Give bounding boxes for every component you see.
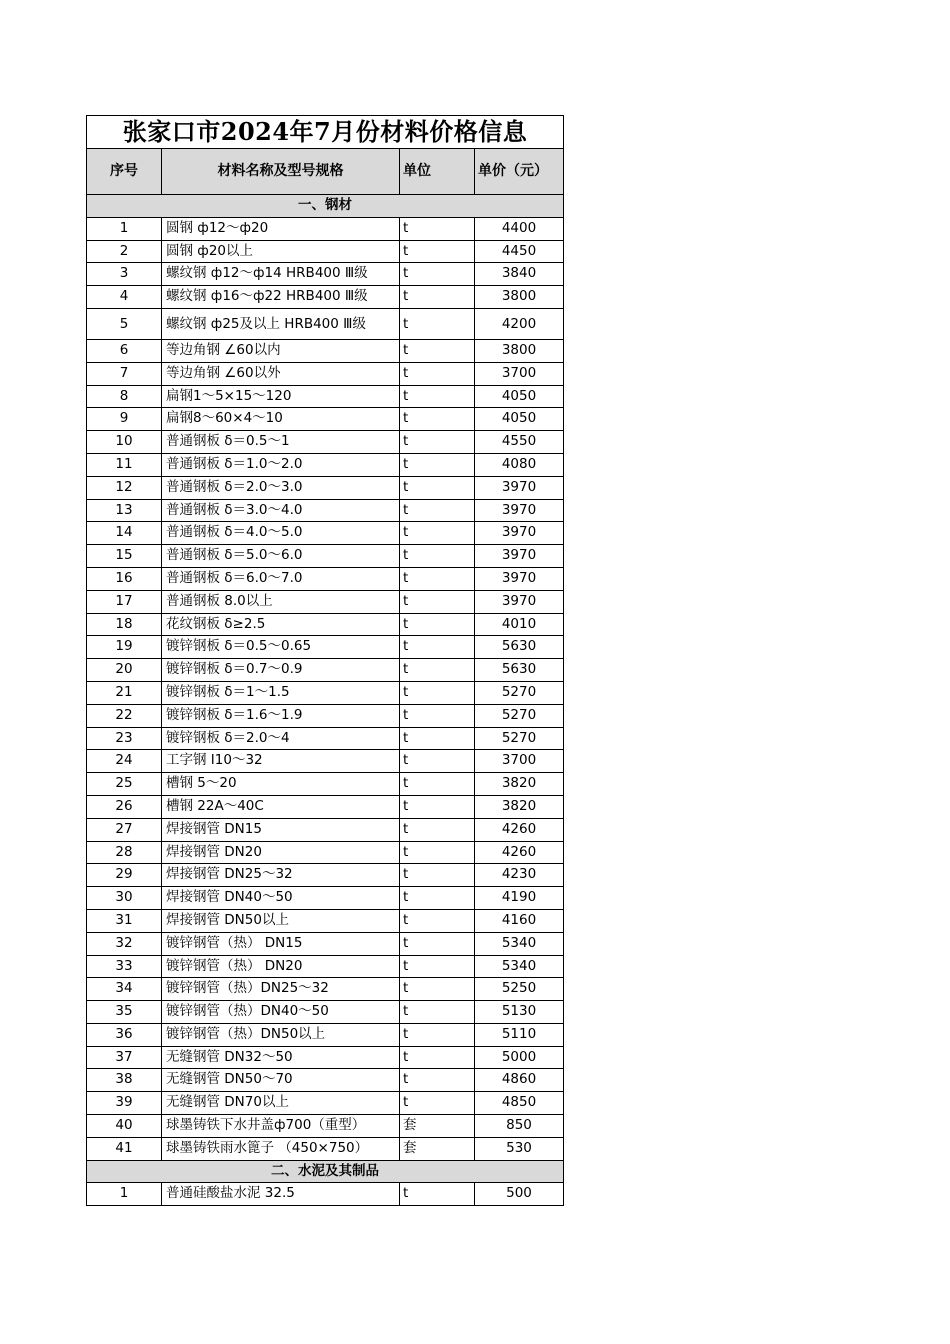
cell-unit: t [400, 1069, 475, 1092]
table-row [87, 431, 564, 454]
table-row [87, 659, 564, 682]
cell-price: 4850 [475, 1092, 564, 1115]
cell-price: 3970 [475, 590, 564, 613]
table-row [87, 1137, 564, 1160]
table-row [87, 545, 564, 568]
cell-no: 27 [87, 818, 162, 841]
cell-name: 普通钢板 δ＝3.0～4.0 [162, 499, 400, 522]
cell-name: 普通钢板 δ＝6.0～7.0 [162, 567, 400, 590]
cell-no: 23 [87, 727, 162, 750]
table-row [87, 978, 564, 1001]
cell-no: 30 [87, 887, 162, 910]
cell-no: 13 [87, 499, 162, 522]
page-title: 张家口市2024年7月份材料价格信息 [87, 116, 564, 149]
cell-price: 5340 [475, 932, 564, 955]
table-row [87, 362, 564, 385]
cell-price: 5630 [475, 659, 564, 682]
cell-no: 9 [87, 408, 162, 431]
cell-unit: t [400, 636, 475, 659]
cell-unit: t [400, 978, 475, 1001]
cell-price: 3840 [475, 263, 564, 286]
cell-price: 5270 [475, 704, 564, 727]
cell-unit: t [400, 864, 475, 887]
cell-no: 2 [87, 240, 162, 263]
table-row [87, 339, 564, 362]
cell-unit: t [400, 1001, 475, 1024]
cell-price: 3700 [475, 362, 564, 385]
cell-unit: t [400, 727, 475, 750]
cell-price: 4160 [475, 909, 564, 932]
cell-name: 焊接钢管 DN25～32 [162, 864, 400, 887]
cell-name: 扁钢8～60×4～10 [162, 408, 400, 431]
cell-no: 34 [87, 978, 162, 1001]
table-row [87, 1046, 564, 1069]
cell-price: 4010 [475, 613, 564, 636]
title-row [87, 116, 564, 149]
table-row [87, 1069, 564, 1092]
cell-unit: t [400, 499, 475, 522]
cell-no: 4 [87, 286, 162, 309]
cell-name: 普通钢板 δ＝0.5～1 [162, 431, 400, 454]
cell-name: 镀锌钢管（热） DN20 [162, 955, 400, 978]
cell-price: 4230 [475, 864, 564, 887]
cell-unit: t [400, 431, 475, 454]
cell-price: 4550 [475, 431, 564, 454]
cell-unit: t [400, 339, 475, 362]
cell-no: 3 [87, 263, 162, 286]
cell-no: 7 [87, 362, 162, 385]
cell-unit: t [400, 704, 475, 727]
table-row [87, 408, 564, 431]
cell-price: 5270 [475, 681, 564, 704]
cell-unit: t [400, 263, 475, 286]
cell-name: 扁钢1～5×15～120 [162, 385, 400, 408]
cell-no: 33 [87, 955, 162, 978]
cell-no: 20 [87, 659, 162, 682]
cell-name: 球墨铸铁下水井盖ф700（重型） [162, 1115, 400, 1138]
cell-price: 3820 [475, 795, 564, 818]
cell-unit: t [400, 932, 475, 955]
cell-no: 22 [87, 704, 162, 727]
cell-price: 4260 [475, 841, 564, 864]
cell-no: 14 [87, 522, 162, 545]
table-row [87, 590, 564, 613]
cell-price: 3700 [475, 750, 564, 773]
cell-name: 螺纹钢 ф12～ф14 HRB400 Ⅲ级 [162, 263, 400, 286]
table-row [87, 773, 564, 796]
cell-unit: t [400, 545, 475, 568]
cell-name: 普通钢板 δ＝2.0～3.0 [162, 476, 400, 499]
table-row [87, 476, 564, 499]
cell-no: 10 [87, 431, 162, 454]
cell-unit: t [400, 1092, 475, 1115]
cell-name: 镀锌钢板 δ＝0.5～0.65 [162, 636, 400, 659]
table-row [87, 681, 564, 704]
cell-no: 24 [87, 750, 162, 773]
cell-unit: t [400, 659, 475, 682]
cell-name: 镀锌钢管（热）DN40～50 [162, 1001, 400, 1024]
table-row [87, 263, 564, 286]
table-row [87, 1183, 564, 1206]
cell-name: 工字钢 Ⅰ10～32 [162, 750, 400, 773]
cell-name: 焊接钢管 DN50以上 [162, 909, 400, 932]
cell-no: 37 [87, 1046, 162, 1069]
cell-no: 1 [87, 217, 162, 240]
cell-no: 35 [87, 1001, 162, 1024]
cell-unit: t [400, 681, 475, 704]
section-row [87, 1160, 564, 1183]
cell-unit: 套 [400, 1137, 475, 1160]
cell-price: 3970 [475, 476, 564, 499]
table-row [87, 818, 564, 841]
table-row [87, 613, 564, 636]
cell-name: 普通硅酸盐水泥 32.5 [162, 1183, 400, 1206]
table-row [87, 286, 564, 309]
cell-unit: t [400, 1023, 475, 1046]
cell-unit: t [400, 217, 475, 240]
section-title: 一、钢材 [87, 195, 564, 218]
cell-unit: t [400, 453, 475, 476]
cell-no: 1 [87, 1183, 162, 1206]
cell-unit: t [400, 362, 475, 385]
cell-name: 镀锌钢管（热） DN15 [162, 932, 400, 955]
table-row [87, 727, 564, 750]
cell-unit: t [400, 385, 475, 408]
cell-unit: t [400, 818, 475, 841]
cell-price: 5250 [475, 978, 564, 1001]
cell-name: 圆钢 ф12～ф20 [162, 217, 400, 240]
cell-price: 3800 [475, 339, 564, 362]
cell-unit: t [400, 1046, 475, 1069]
cell-price: 4050 [475, 408, 564, 431]
cell-name: 圆钢 ф20以上 [162, 240, 400, 263]
cell-price: 3970 [475, 545, 564, 568]
table-row [87, 453, 564, 476]
price-table [86, 115, 564, 1206]
table-row [87, 1023, 564, 1046]
cell-price: 4260 [475, 818, 564, 841]
cell-price: 4190 [475, 887, 564, 910]
cell-unit: t [400, 841, 475, 864]
cell-price: 4080 [475, 453, 564, 476]
cell-no: 18 [87, 613, 162, 636]
cell-unit: t [400, 308, 475, 339]
table-row [87, 864, 564, 887]
cell-no: 12 [87, 476, 162, 499]
table-row [87, 240, 564, 263]
cell-price: 3970 [475, 567, 564, 590]
table-row [87, 887, 564, 910]
cell-unit: 套 [400, 1115, 475, 1138]
cell-name: 镀锌钢管（热）DN50以上 [162, 1023, 400, 1046]
header-name: 材料名称及型号规格 [162, 149, 400, 195]
table-row [87, 955, 564, 978]
table-row [87, 1092, 564, 1115]
cell-unit: t [400, 887, 475, 910]
cell-no: 36 [87, 1023, 162, 1046]
cell-name: 镀锌钢管（热）DN25～32 [162, 978, 400, 1001]
table-row [87, 841, 564, 864]
table-row [87, 308, 564, 339]
cell-no: 15 [87, 545, 162, 568]
cell-unit: t [400, 522, 475, 545]
cell-unit: t [400, 240, 475, 263]
cell-unit: t [400, 590, 475, 613]
cell-name: 螺纹钢 ф16～ф22 HRB400 Ⅲ级 [162, 286, 400, 309]
header-unit: 单位 [400, 149, 475, 195]
cell-name: 槽钢 5～20 [162, 773, 400, 796]
cell-unit: t [400, 567, 475, 590]
cell-price: 4200 [475, 308, 564, 339]
cell-price: 4450 [475, 240, 564, 263]
cell-name: 无缝钢管 DN32～50 [162, 1046, 400, 1069]
cell-price: 5110 [475, 1023, 564, 1046]
cell-name: 螺纹钢 ф25及以上 HRB400 Ⅲ级 [162, 308, 400, 339]
table-row [87, 909, 564, 932]
cell-no: 11 [87, 453, 162, 476]
cell-no: 29 [87, 864, 162, 887]
header-row [87, 149, 564, 195]
cell-name: 槽钢 22A～40C [162, 795, 400, 818]
cell-unit: t [400, 476, 475, 499]
cell-no: 31 [87, 909, 162, 932]
cell-price: 5270 [475, 727, 564, 750]
cell-name: 普通钢板 δ＝1.0～2.0 [162, 453, 400, 476]
cell-unit: t [400, 286, 475, 309]
cell-price: 5630 [475, 636, 564, 659]
header-price: 单价（元） [475, 149, 564, 195]
cell-price: 500 [475, 1183, 564, 1206]
cell-price: 3800 [475, 286, 564, 309]
cell-no: 8 [87, 385, 162, 408]
table-row [87, 522, 564, 545]
table-row [87, 567, 564, 590]
section-title: 二、水泥及其制品 [87, 1160, 564, 1183]
cell-name: 镀锌钢板 δ＝1～1.5 [162, 681, 400, 704]
cell-name: 普通钢板 δ＝4.0～5.0 [162, 522, 400, 545]
cell-no: 6 [87, 339, 162, 362]
cell-name: 等边角钢 ∠60以内 [162, 339, 400, 362]
cell-unit: t [400, 750, 475, 773]
table-body [87, 116, 564, 1206]
cell-price: 4860 [475, 1069, 564, 1092]
cell-name: 普通钢板 δ＝5.0～6.0 [162, 545, 400, 568]
header-no: 序号 [87, 149, 162, 195]
cell-price: 5000 [475, 1046, 564, 1069]
cell-no: 28 [87, 841, 162, 864]
table-row [87, 499, 564, 522]
cell-unit: t [400, 955, 475, 978]
cell-no: 39 [87, 1092, 162, 1115]
cell-name: 镀锌钢板 δ＝2.0～4 [162, 727, 400, 750]
cell-unit: t [400, 795, 475, 818]
cell-price: 4400 [475, 217, 564, 240]
table-row [87, 932, 564, 955]
cell-no: 16 [87, 567, 162, 590]
cell-price: 3970 [475, 499, 564, 522]
cell-price: 3970 [475, 522, 564, 545]
cell-price: 530 [475, 1137, 564, 1160]
table-row [87, 704, 564, 727]
cell-no: 21 [87, 681, 162, 704]
cell-unit: t [400, 909, 475, 932]
cell-name: 焊接钢管 DN20 [162, 841, 400, 864]
section-row [87, 195, 564, 218]
cell-no: 25 [87, 773, 162, 796]
cell-no: 19 [87, 636, 162, 659]
cell-name: 镀锌钢板 δ＝0.7～0.9 [162, 659, 400, 682]
cell-price: 3820 [475, 773, 564, 796]
cell-name: 焊接钢管 DN15 [162, 818, 400, 841]
table-row [87, 1001, 564, 1024]
table-row [87, 1115, 564, 1138]
cell-no: 40 [87, 1115, 162, 1138]
cell-no: 5 [87, 308, 162, 339]
table-row [87, 750, 564, 773]
table-row [87, 636, 564, 659]
cell-price: 5130 [475, 1001, 564, 1024]
cell-price: 4050 [475, 385, 564, 408]
cell-name: 镀锌钢板 δ＝1.6～1.9 [162, 704, 400, 727]
cell-no: 38 [87, 1069, 162, 1092]
cell-unit: t [400, 773, 475, 796]
cell-name: 无缝钢管 DN50～70 [162, 1069, 400, 1092]
cell-price: 850 [475, 1115, 564, 1138]
cell-name: 焊接钢管 DN40～50 [162, 887, 400, 910]
table-row [87, 217, 564, 240]
cell-name: 球墨铸铁雨水篦子 （450×750） [162, 1137, 400, 1160]
cell-unit: t [400, 1183, 475, 1206]
table-row [87, 795, 564, 818]
cell-no: 41 [87, 1137, 162, 1160]
cell-no: 17 [87, 590, 162, 613]
table-row [87, 385, 564, 408]
cell-unit: t [400, 613, 475, 636]
cell-unit: t [400, 408, 475, 431]
cell-name: 普通钢板 8.0以上 [162, 590, 400, 613]
cell-name: 花纹钢板 δ≥2.5 [162, 613, 400, 636]
cell-no: 26 [87, 795, 162, 818]
cell-no: 32 [87, 932, 162, 955]
cell-name: 等边角钢 ∠60以外 [162, 362, 400, 385]
cell-name: 无缝钢管 DN70以上 [162, 1092, 400, 1115]
cell-price: 5340 [475, 955, 564, 978]
